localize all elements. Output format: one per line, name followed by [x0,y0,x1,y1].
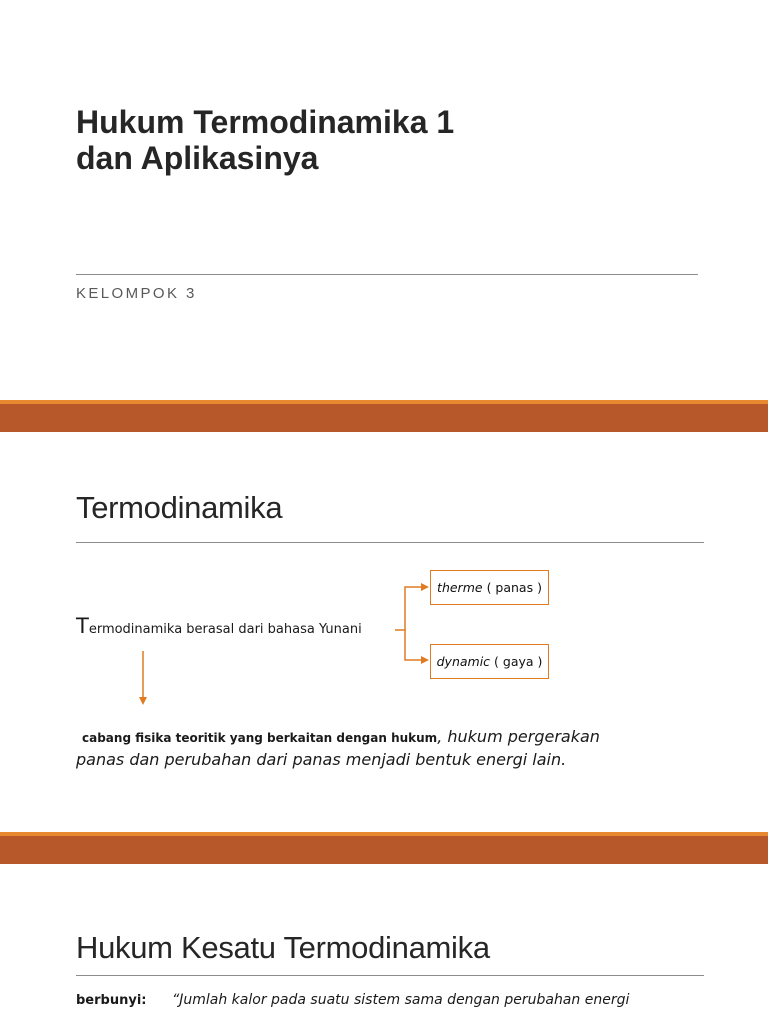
therme-meaning: ( panas ) [486,580,542,595]
slide3-divider [76,975,704,976]
slide1-title-line2: dan Aplikasinya [76,140,319,176]
arrowhead-dynamic [421,656,429,664]
dynamic-term: dynamic [436,654,491,669]
arrowhead-therme [421,583,429,591]
origin-text: ermodinamika berasal dari bahasa Yunani [88,622,362,637]
therme-term: therme [437,580,483,595]
arrowhead-down [139,697,147,705]
origin-initial: T [76,614,89,638]
slide3-heading: Hukum Kesatu Termodinamika [76,930,490,965]
definition-part1: cabang fisika teoritik yang berkaitan dengan hukum [82,731,438,745]
definition-line2: panas dan perubahan dari panas menjadi bentuk energi lain. [76,750,567,769]
slide2-heading: Termodinamika [76,490,283,525]
slide1-subtitle: KELOMPOK 3 [76,285,197,302]
branch-arrow-dynamic [405,630,422,660]
definition-text [76,727,696,769]
slide1-title-line1: Hukum Termodinamika 1 [76,104,455,140]
branch-arrow-therme [395,587,422,630]
dynamic-meaning: ( gaya ) [494,654,543,669]
slide3-label: berbunyi: [76,993,147,1008]
slide3-quote: “Jumlah kalor pada suatu sistem sama dengan perubahan energi [172,992,630,1008]
definition-part2: , hukum pergerakan [437,727,600,746]
slide-separator-2 [0,832,768,864]
